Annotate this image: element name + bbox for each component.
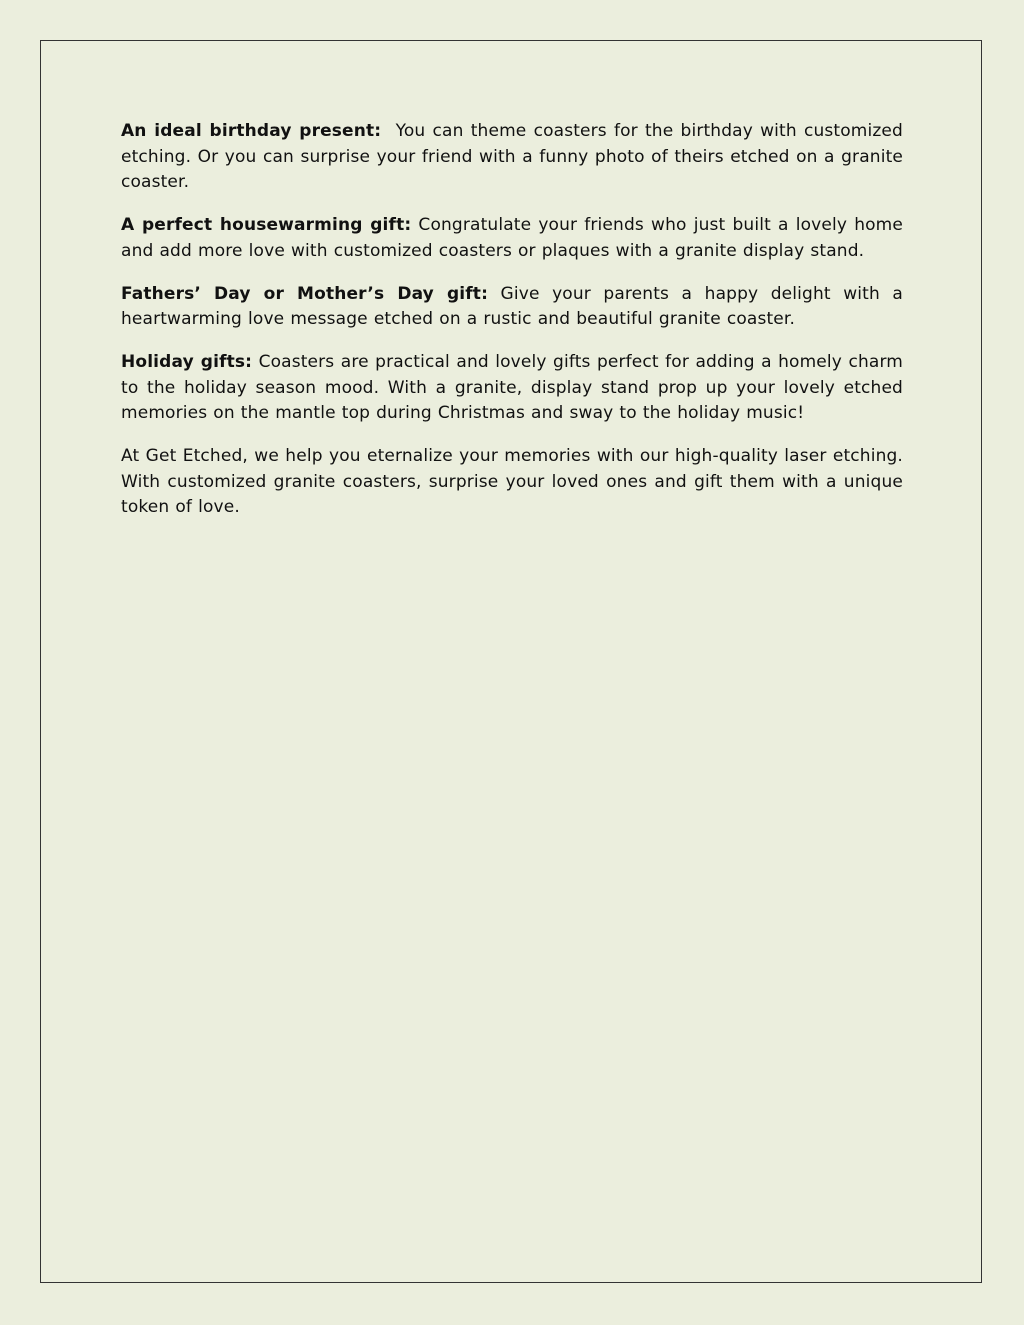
paragraph-text: Coasters are practical and lovely gifts perfect for adding a homely charm to the holiday season mood. With a granite, display stand prop up your lovely etched memories on the mantle top during Christmas and sway to the holiday music!: [121, 351, 903, 424]
paragraph-birthday-present: [121, 119, 910, 196]
paragraph-housewarming-gift: [121, 213, 903, 264]
paragraph-lead: Holiday gifts:: [121, 351, 253, 372]
paragraph-parents-day-gift: [121, 282, 903, 333]
paragraph-holiday-gifts: [121, 350, 903, 427]
paragraph-lead: A perfect housewarming gift:: [121, 215, 412, 236]
paragraph-lead: An ideal birthday present:: [121, 121, 382, 141]
paragraph-lead: Fathers’ Day or Mother’s Day gift:: [121, 283, 489, 304]
paragraph-text: At Get Etched, we help you eternalize your memories with our high-quality laser etching. With customized granite coasters, surprise your loved ones and gift them with a unique token of love.: [121, 446, 903, 518]
paragraph-closing: [121, 444, 903, 521]
document-body: [121, 119, 910, 538]
paragraph-text: Give your parents a happy delight with a heartwarming love message etched on a rustic and beautiful granite coaster.: [121, 283, 903, 330]
paragraph-text: You can theme coasters for the birthday with customized etching. Or you can surprise your friend with a funny photo of theirs etched on a granite coaster.: [121, 121, 910, 193]
paragraph-text: Congratulate your friends who just built a lovely home and add more love with customized coasters or plaques with a granite display stand.: [121, 215, 903, 261]
